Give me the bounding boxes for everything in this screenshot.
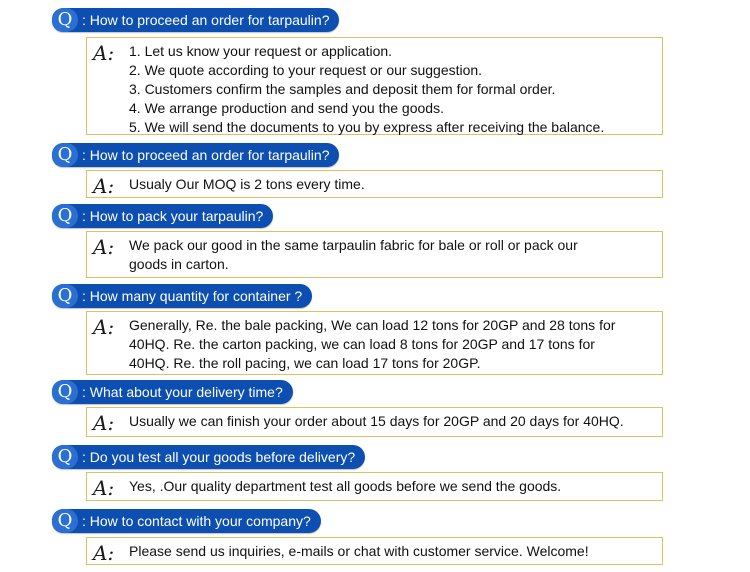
answer-line: Please send us inquiries, e-mails or chat with customer service. Welcome! — [129, 543, 589, 559]
faq-question-3 — [52, 204, 273, 228]
q-badge: Q — [52, 8, 78, 32]
answer-line: Yes, .Our quality department test all goods before we send the goods. — [129, 478, 562, 494]
question-text: : Do you test all your goods before delivery? — [82, 449, 356, 465]
question-text: : How to pack your tarpaulin? — [82, 208, 264, 224]
q-badge: Q — [52, 445, 78, 469]
answer-line: Usualy Our MOQ is 2 tons every time. — [129, 176, 365, 192]
answer-line: Generally, Re. the bale packing, We can load 12 tons for 20GP and 28 tons for — [129, 317, 616, 333]
q-badge: Q — [52, 380, 78, 404]
answer-line: 40HQ. Re. the carton packing, we can load 8 tons for 20GP and 17 tons for — [129, 336, 595, 352]
faq-answer-5 — [86, 407, 663, 437]
faq-answer-7 — [86, 537, 663, 565]
question-text: : How to proceed an order for tarpaulin? — [82, 12, 330, 28]
q-badge: Q — [52, 509, 78, 533]
question-text: : What about your delivery time? — [82, 384, 283, 400]
faq-answer-2 — [86, 170, 663, 198]
question-text: : How many quantity for container ? — [82, 288, 303, 304]
faq-question-6 — [52, 445, 365, 469]
a-mark: A: — [93, 174, 115, 198]
faq-answer-3 — [86, 231, 663, 278]
answer-line: 1. Let us know your request or application. — [129, 43, 393, 59]
faq-answer-1 — [86, 37, 663, 135]
a-mark: A: — [93, 411, 115, 435]
faq-question-1 — [52, 8, 339, 32]
a-mark: A: — [93, 315, 115, 339]
faq-answer-6 — [86, 472, 663, 501]
answer-line: goods in carton. — [129, 256, 229, 272]
faq-answer-4 — [86, 311, 663, 375]
faq-question-4 — [52, 284, 312, 308]
answer-line: 3. Customers confirm the samples and deposit them for formal order. — [129, 81, 556, 97]
a-mark: A: — [93, 476, 115, 500]
faq-question-2 — [52, 143, 339, 167]
answer-line: 4. We arrange production and send you the goods. — [129, 100, 444, 116]
answer-line: 5. We will send the documents to you by express after receiving the balance. — [129, 119, 605, 135]
a-mark: A: — [93, 41, 115, 65]
q-badge: Q — [52, 143, 78, 167]
answer-line: 40HQ. Re. the roll pacing, we can load 17 tons for 20GP. — [129, 355, 481, 371]
q-badge: Q — [52, 204, 78, 228]
a-mark: A: — [93, 541, 115, 565]
faq-question-5 — [52, 380, 293, 404]
a-mark: A: — [93, 235, 115, 259]
q-badge: Q — [52, 284, 78, 308]
question-text: : How to proceed an order for tarpaulin? — [82, 147, 330, 163]
answer-line: Usually we can finish your order about 15 days for 20GP and 20 days for 40HQ. — [129, 413, 624, 429]
answer-line: 2. We quote according to your request or our suggestion. — [129, 62, 483, 78]
answer-line: We pack our good in the same tarpaulin fabric for bale or roll or pack our — [129, 237, 578, 253]
question-text: : How to contact with your company? — [82, 513, 311, 529]
faq-question-7 — [52, 509, 321, 533]
